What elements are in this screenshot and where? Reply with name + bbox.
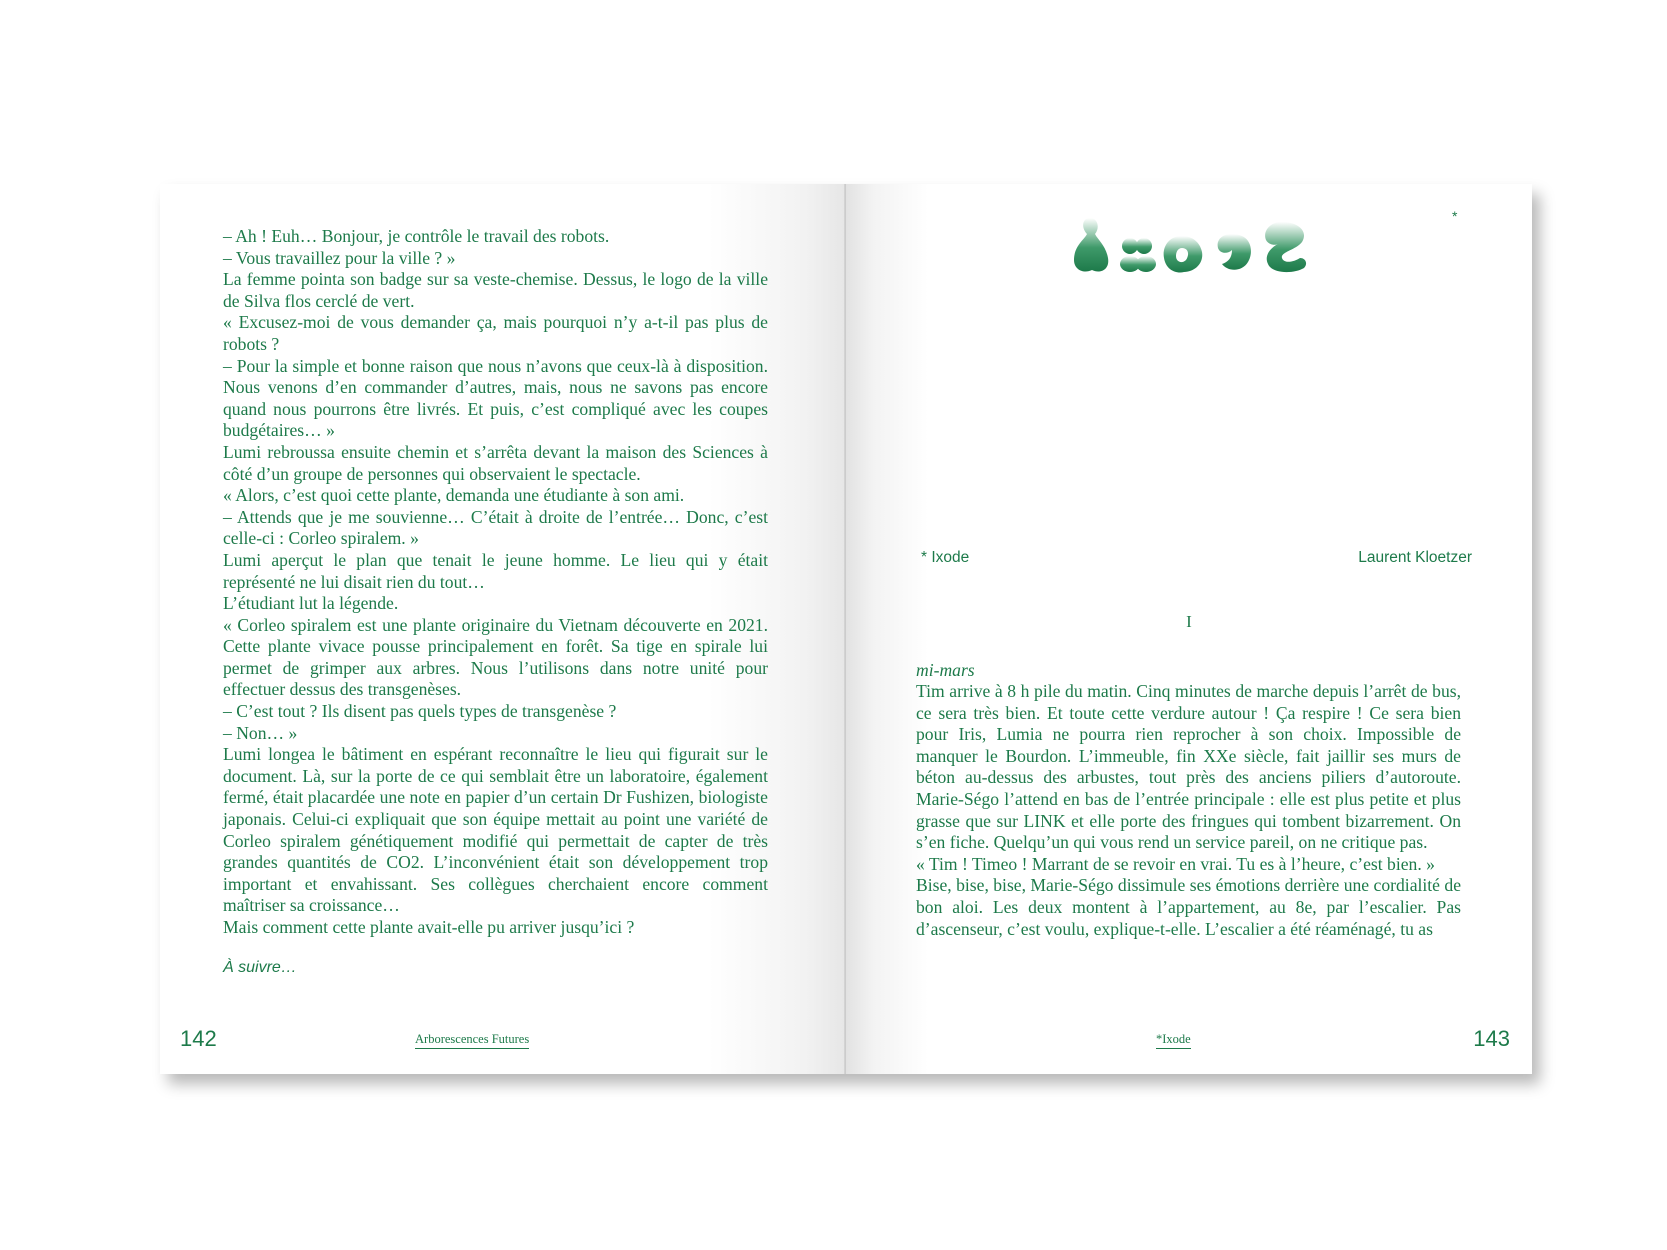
chapter-number: I xyxy=(1186,612,1192,631)
paragraph: « Excusez-moi de vous demander ça, mais pourquoi n’y a-t-il pas plus de robots ? xyxy=(223,312,768,354)
running-title-right: *Ixode xyxy=(1156,1032,1191,1049)
paragraph: « Tim ! Timeo ! Marrant de se revoir en vrai. Tu es à l’heure, c’est bien. » xyxy=(916,853,1435,874)
paragraph: – Ah ! Euh… Bonjour, je contrôle le travail des robots. xyxy=(223,226,610,246)
paragraph: « Alors, c’est quoi cette plante, demanda une étudiante à son ami. xyxy=(223,485,685,506)
right-page xyxy=(846,184,1532,1074)
to-be-continued: À suivre… xyxy=(223,959,297,976)
story-label: * Ixode xyxy=(921,549,970,566)
paragraph: Tim arrive à 8 h pile du matin. Cinq minutes de marche depuis l’arrêt de bus, ce sera très bien. Et toute cette verdure autour ! Ça respire ! Ce sera bien pour Iris, Lumia ne pourra rien reprocher à son choix. Impossible de manquer le Bourdon. L’immeuble, fin XXe siècle, fait jaillir ses murs de béton au-dessus des arbustes, tout près des anciens piliers d’autoroute. Marie-Ségo l’attend en bas de l’entrée principale : elle est plus petite et plus grasse que sur LINK et elle porte des fringues qui tombent bizarrement. On s’en fiche. Quelqu’un qui vous rend un service pareil, on ne critique pas. xyxy=(916,681,1461,853)
page-number-right: 143 xyxy=(1473,1026,1510,1051)
paragraph: « Corleo spiralem est une plante originaire du Vietnam découverte en 2021. Cette plante vivace pousse principalement en forêt. Sa tige en spirale lui permet de grimper aux arbres. Nous l’utilisons dans notre unité pour effectuer dessus des transgenèses. xyxy=(223,614,768,700)
page-number-left: 142 xyxy=(180,1026,217,1051)
date-heading: mi-mars xyxy=(916,660,975,680)
left-page xyxy=(160,184,846,1074)
paragraph: – Vous travaillez pour la ville ? » xyxy=(223,247,456,268)
author-name: Laurent Kloetzer xyxy=(1358,549,1472,566)
paragraph: Lumi aperçut le plan que tenait le jeune homme. Le lieu qui y était représenté ne lui disait rien du tout… xyxy=(223,549,768,592)
paragraph: L’étudiant lut la légende. xyxy=(223,593,399,614)
paragraph: Bise, bise, bise, Marie-Ségo dissimule ses émotions derrière une cordialité de bon aloi. Les deux montent à l’appartement, au 8e, par l’escalier. Pas d’ascenseur, c’est voulu, explique-t-elle. L’escalier a été réaménagé, tu as xyxy=(916,875,1461,939)
right-body-text xyxy=(916,681,1461,940)
left-body-text xyxy=(223,226,768,939)
paragraph: Lumi rebroussa ensuite chemin et s’arrêta devant la maison des Sciences à côté d’un groupe de personnes qui observaient le spectacle. xyxy=(223,441,768,484)
book-spread xyxy=(160,184,1532,1074)
paragraph: La femme pointa son badge sur sa veste-chemise. Dessus, le logo de la ville de Silva flos cerclé de vert. xyxy=(223,269,768,311)
title-asterisk: * xyxy=(1452,208,1458,224)
paragraph: Mais comment cette plante avait-elle pu arriver jusqu’ici ? xyxy=(223,917,635,937)
paragraph: – C’est tout ? Ils disent pas quels types de transgenèse ? xyxy=(223,701,617,722)
ixode-title-logo xyxy=(1072,214,1312,276)
paragraph: – Pour la simple et bonne raison que nous n’avons que ceux-là à disposition. Nous venons d’en commander d’autres, mais, nous ne savons pas encore quand nous pourrons être livrés. Et puis, c’est compliqué avec les coupes budgétaires… » xyxy=(223,355,768,441)
running-title-left: Arborescences Futures xyxy=(415,1032,529,1049)
paragraph: – Non… » xyxy=(223,722,298,743)
paragraph: – Attends que je me souvienne… C’était à droite de l’entrée… Donc, c’est celle-ci : Corleo spiralem. » xyxy=(223,506,768,549)
paragraph: Lumi longea le bâtiment en espérant reconnaître le lieu qui figurait sur le document. Là, sur la porte de ce qui semblait être un laboratoire, également fermé, était placardée une note en papier d’un certain Dr Fushizen, biologiste japonais. Celui-ci expliquait que son équipe mettait au point une variété de Corleo spiralem génétiquement modifié qui permettait de capter de très grandes quantités de CO2. L’inconvénient était son développement trop important et envahissant. Ses collègues cherchaient encore comment maîtriser sa croissance… xyxy=(223,744,768,916)
